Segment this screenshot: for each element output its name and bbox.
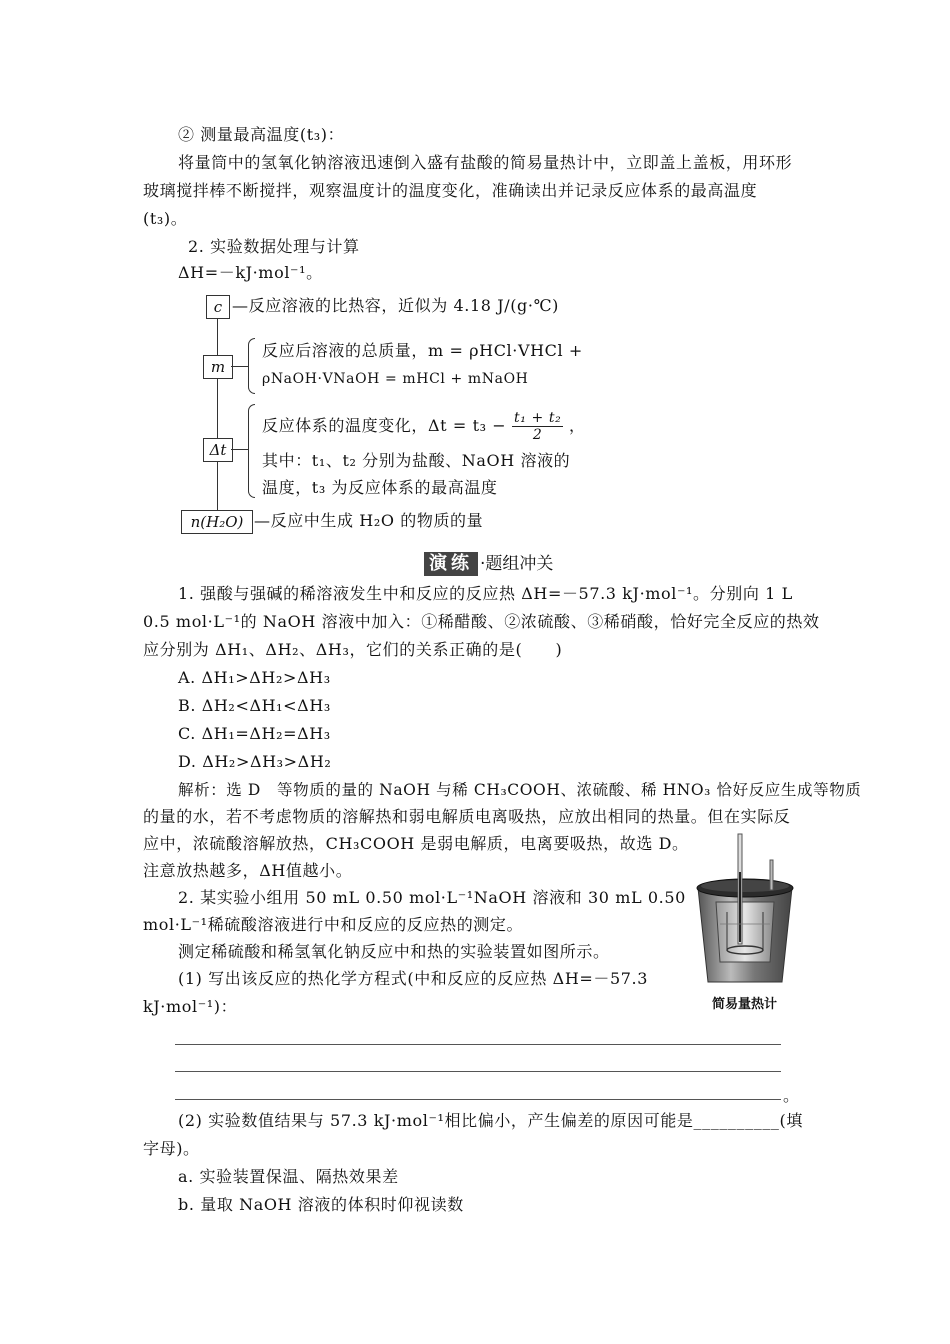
m-box: m bbox=[203, 355, 233, 379]
q2-sub2-line2: 字母)。 bbox=[143, 1139, 200, 1158]
q1-option-a: A. ΔH₁>ΔH₂>ΔH₃ bbox=[178, 668, 331, 687]
q2-line3: 测定稀硫酸和稀氢氧化钠反应中和热的实验装置如图所示。 bbox=[178, 942, 610, 961]
dt-line3: 温度，t₃ 为反应体系的最高温度 bbox=[262, 478, 498, 497]
step-title: ② 测量最高温度(t₃)： bbox=[178, 125, 345, 144]
step-text-line3: (t₃)。 bbox=[143, 209, 188, 228]
calorimeter-figure bbox=[690, 832, 800, 992]
q2-line1: 2. 某实验小组用 50 mL 0.50 mol·L⁻¹NaOH 溶液和 30 mL 0.50 bbox=[178, 888, 686, 907]
q2-option-a: a. 实验装置保温、隔热效果差 bbox=[178, 1167, 399, 1186]
n-box: n(H₂O) bbox=[181, 510, 253, 534]
q1-analysis-line2: 的量的水，若不考虑物质的溶解热和弱电解质电离吸热，应放出相同的热量。但在实际反 bbox=[143, 807, 791, 826]
step-text-line2: 玻璃搅拌棒不断搅拌，观察温度计的温度变化，准确读出并记录反应体系的最高温度 bbox=[143, 181, 758, 200]
diagram-connector bbox=[217, 315, 218, 514]
q1-analysis-line1: 解析：选 D 等物质的量的 NaOH 与稀 CH₃COOH、浓硫酸、稀 HNO₃ 恰好反应生成等物质 bbox=[178, 781, 862, 799]
q2-sub2-line1: (2) 实验数值结果与 57.3 kJ·mol⁻¹相比偏小，产生偏差的原因可能是__________(填 bbox=[178, 1111, 803, 1130]
dt-line1-text: 反应体系的温度变化，Δt = t₃ − bbox=[262, 416, 507, 435]
answer-blank-line[interactable] bbox=[175, 1071, 781, 1072]
dt-brace bbox=[248, 404, 255, 498]
delta-h-formula: ΔH=－kJ·mol⁻¹。 bbox=[178, 263, 323, 282]
answer-end-mark: 。 bbox=[783, 1086, 800, 1105]
q1-option-c: C. ΔH₁=ΔH₂=ΔH₃ bbox=[178, 724, 331, 743]
q2-option-b: b. 量取 NaOH 溶液的体积时仰视读数 bbox=[178, 1195, 464, 1214]
dt-line2: 其中：t₁、t₂ 分别为盐酸、NaOH 溶液的 bbox=[262, 451, 571, 470]
q1-option-b: B. ΔH₂<ΔH₁<ΔH₃ bbox=[178, 696, 331, 715]
c-description: —反应溶液的比热容，近似为 4.18 J/(g·℃) bbox=[232, 296, 559, 315]
c-box: c bbox=[206, 295, 230, 319]
dt-fraction-den: 2 bbox=[532, 427, 543, 443]
dt-fraction-num: t₁ + t₂ bbox=[514, 410, 562, 426]
answer-blank-line[interactable] bbox=[175, 1044, 781, 1045]
q1-line1: 1. 强酸与强碱的稀溶液发生中和反应的反应热 ΔH=－57.3 kJ·mol⁻¹。分别向 1 L bbox=[178, 584, 793, 603]
m-line2: ρNaOH·VNaOH = mHCl + mNaOH bbox=[262, 371, 529, 387]
q2-sub1-line1: (1) 写出该反应的热化学方程式(中和反应的反应热 ΔH=－57.3 bbox=[178, 969, 649, 988]
q1-analysis-line3: 应中，浓硫酸溶解放热，CH₃COOH 是弱电解质，电离要吸热，故选 D。 bbox=[143, 834, 689, 853]
q1-line2: 0.5 mol·L⁻¹的 NaOH 溶液中加入：①稀醋酸、②浓硫酸、③稀硝酸，恰好完全反应的热效 bbox=[143, 612, 820, 631]
dt-line1 bbox=[262, 410, 586, 443]
m-link bbox=[231, 366, 249, 367]
calorimeter-illustration bbox=[690, 832, 800, 992]
step-text-line1: 将量筒中的氢氧化钠溶液迅速倒入盛有盐酸的简易量热计中，立即盖上盖板，用环形 bbox=[178, 153, 793, 172]
q1-line3: 应分别为 ΔH₁、ΔH₂、ΔH₃，它们的关系正确的是( ) bbox=[143, 640, 563, 659]
q1-option-d: D. ΔH₂>ΔH₃>ΔH₂ bbox=[178, 752, 332, 771]
section-title: 2. 实验数据处理与计算 bbox=[188, 237, 360, 256]
dt-link bbox=[231, 449, 249, 450]
dt-line1-end: ， bbox=[569, 416, 586, 435]
figure-caption: 简易量热计 bbox=[712, 997, 778, 1012]
m-brace bbox=[248, 338, 255, 394]
dt-box: Δt bbox=[203, 438, 233, 462]
answer-blank-line[interactable] bbox=[175, 1099, 781, 1100]
m-line1: 反应后溶液的总质量，m = ρHCl·VHCl + bbox=[262, 341, 583, 360]
q2-sub1-line2: kJ·mol⁻¹)： bbox=[143, 997, 238, 1016]
dt-fraction bbox=[512, 410, 563, 443]
n-description: —反应中生成 H₂O 的物质的量 bbox=[254, 511, 484, 530]
practice-title: ·题组冲关 bbox=[480, 554, 554, 574]
practice-badge: 演练 bbox=[424, 552, 478, 576]
q2-line2: mol·L⁻¹稀硫酸溶液进行中和反应的反应热的测定。 bbox=[143, 915, 524, 934]
q1-analysis-line4: 注意放热越多，ΔH值越小。 bbox=[143, 861, 353, 880]
